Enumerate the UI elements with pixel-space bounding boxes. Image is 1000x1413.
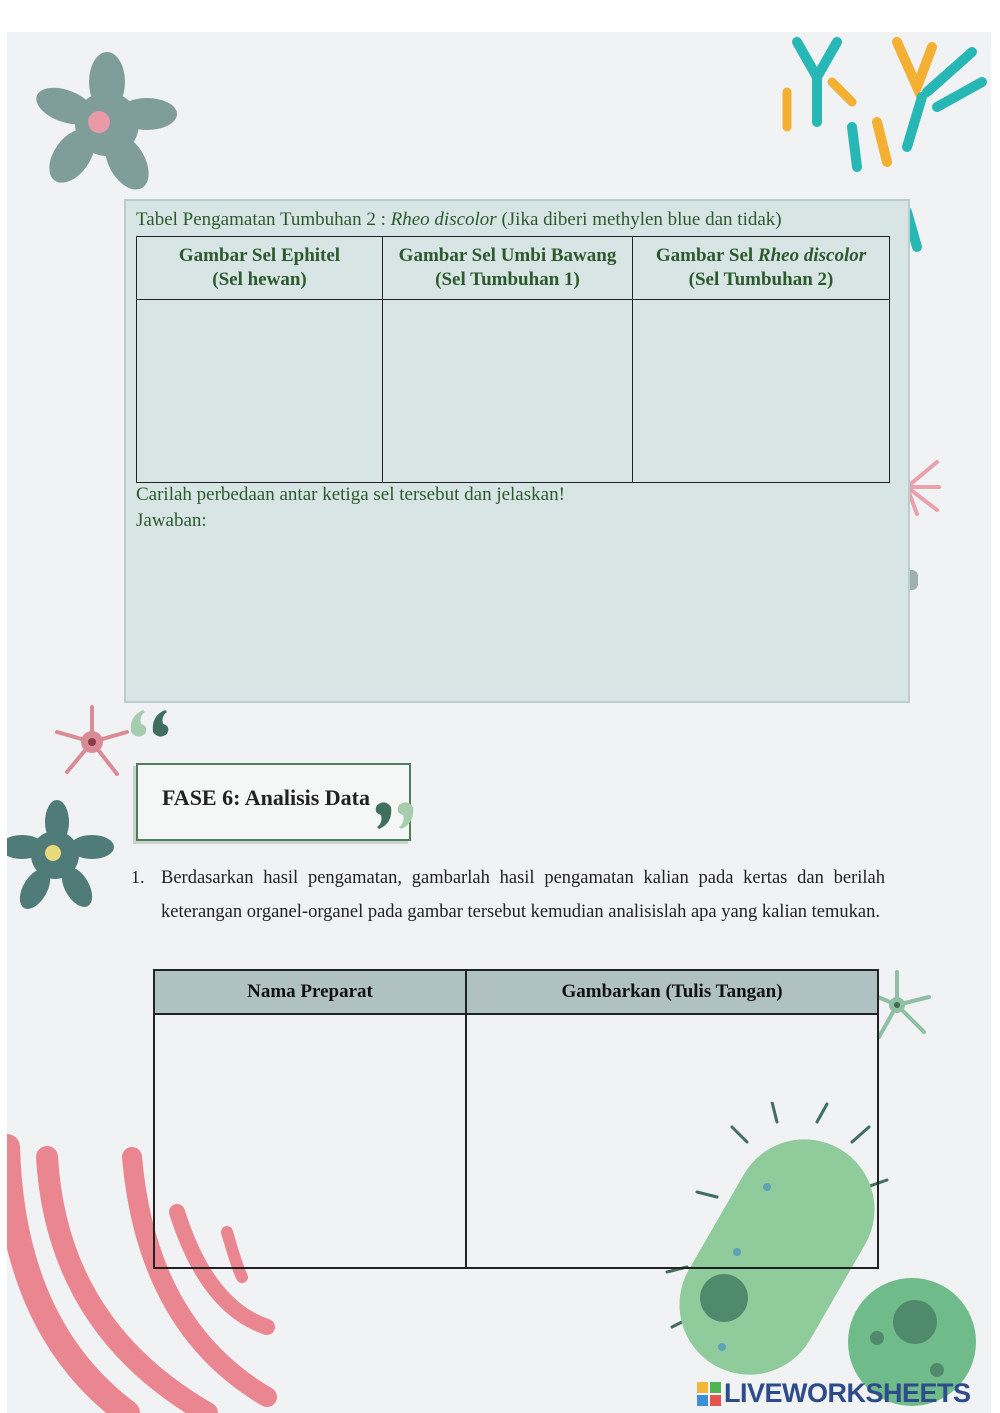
neuron-decoration-rose xyxy=(52,702,132,782)
open-quote-icon xyxy=(125,702,175,742)
cell-star-decoration-teal xyxy=(7,797,117,917)
drawing-table-header xyxy=(154,970,878,1014)
drawing-table xyxy=(153,969,879,1269)
drawing-cell-epithel[interactable] xyxy=(137,300,383,483)
worksheet-page xyxy=(7,32,991,1413)
close-quote-icon xyxy=(369,797,419,837)
observation-panel xyxy=(124,199,910,703)
cell-star-decoration xyxy=(27,44,187,204)
question-number: 1. xyxy=(131,867,145,887)
column-header-epithel: Gambar Sel Ephitel (Sel hewan) xyxy=(137,237,383,300)
liveworksheets-brand[interactable]: LIVEWORKSHEETS xyxy=(724,1378,971,1408)
comparison-question: Carilah perbedaan antar ketiga sel tersebut dan jelaskan! xyxy=(136,484,565,505)
drawing-table-row xyxy=(154,1014,878,1268)
column-header-drawing: Gambarkan (Tulis Tangan) xyxy=(466,970,878,1014)
observation-table-row xyxy=(137,300,890,483)
title-prefix: Tabel Pengamatan Tumbuhan 2 : xyxy=(136,209,391,230)
column-header-preparat: Nama Preparat xyxy=(154,970,466,1014)
neuron-decoration-green xyxy=(869,967,939,1042)
title-suffix: (Jika diberi methylen blue dan tidak) xyxy=(496,209,782,230)
column-header-onion: Gambar Sel Umbi Bawang (Sel Tumbuhan 1) xyxy=(383,237,633,300)
drawing-cell-rheo[interactable] xyxy=(633,300,890,483)
observation-table-header xyxy=(137,237,890,300)
preparat-name-cell[interactable] xyxy=(154,1014,466,1268)
drawing-cell-onion[interactable] xyxy=(383,300,633,483)
observation-table-title xyxy=(136,209,782,231)
observation-table xyxy=(136,236,890,483)
column-header-rheo: Gambar Sel Rheo discolor (Sel Tumbuhan 2) xyxy=(633,237,890,300)
answer-label: Jawaban: xyxy=(136,510,207,531)
handwritten-drawing-cell[interactable] xyxy=(466,1014,878,1268)
phase-title: FASE 6: Analisis Data xyxy=(162,785,371,810)
title-species: Rheo discolor xyxy=(390,209,497,230)
question-text: Berdasarkan hasil pengamatan, gambarlah hasil pengamatan kalian pada kertas dan berilah keterangan organel-organel pada gambar tersebut kemudian analisislah apa yang kalian temukan. xyxy=(161,868,885,922)
liveworksheets-logo-icon xyxy=(697,1382,721,1406)
